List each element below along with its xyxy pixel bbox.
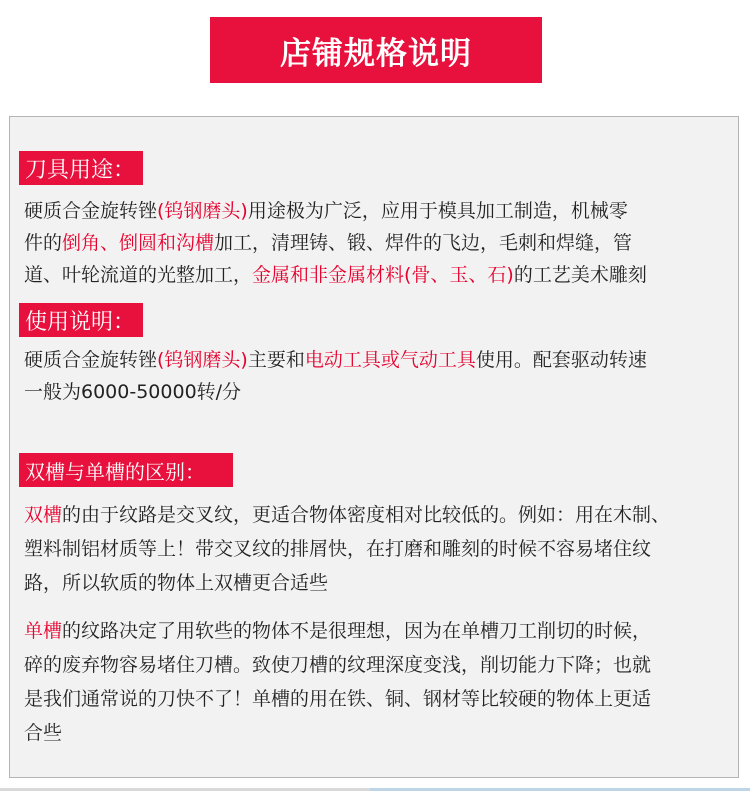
text-line (24, 682, 651, 716)
text-line (24, 195, 647, 227)
text-line (24, 376, 647, 408)
text-line (24, 498, 670, 532)
text-line (24, 344, 647, 376)
body-text: 主要和 (247, 349, 305, 371)
body-text: 的纹路决定了用软些的物体不是很理想，因为在单槽刀工削切的时候， (62, 620, 652, 642)
body-text: 硬质合金旋转锉 (24, 200, 158, 222)
section-heading-tool-usage: 刀具用途： (19, 151, 143, 185)
text-line (24, 532, 670, 566)
text-line (24, 566, 670, 600)
paragraph-double-groove (24, 498, 670, 600)
body-text: 一般为6000-50000转/分 (24, 381, 242, 403)
section-heading-instructions: 使用说明： (19, 303, 143, 337)
highlighted-text: (钨钢磨头) (157, 200, 248, 222)
body-text: 道、叶轮流道的光整加工， (24, 264, 253, 286)
highlighted-text: 电动工具或气动工具 (304, 349, 476, 371)
body-text: 碎的废弃物容易堵住刀槽。致使刀槽的纹理深度变浅，削切能力下降；也就 (24, 654, 652, 676)
body-text: 塑料制铝材质等上！带交叉纹的排屑快，在打磨和雕刻的时候不容易堵住纹 (24, 538, 652, 560)
highlighted-text: 双槽 (24, 504, 63, 526)
highlighted-text: (钨钢磨头) (157, 349, 248, 371)
page-title: 店铺规格说明 (210, 17, 542, 83)
body-text: 加工，清理铸、锻、焊件的飞边，毛刺和焊缝，管 (214, 232, 633, 254)
paragraph-single-groove (24, 614, 651, 750)
section-body-tool-usage (24, 195, 647, 291)
text-line (24, 259, 647, 291)
highlighted-text: 金属和非金属材料(骨、玉、石) (252, 264, 514, 286)
text-line (24, 648, 651, 682)
body-text: 用途极为广泛，应用于模具加工制造，机械零 (247, 200, 628, 222)
highlighted-text: 倒角、倒圆和沟槽 (62, 232, 215, 254)
highlighted-text: 单槽 (24, 620, 63, 642)
section-heading-groove-difference: 双槽与单槽的区别： (19, 453, 233, 487)
body-text: 的由于纹路是交叉纹，更适合物体密度相对比较低的。例如：用在木制、 (62, 504, 671, 526)
text-line (24, 227, 647, 259)
body-text: 是我们通常说的刀快不了！单槽的用在铁、铜、钢材等比较硬的物体上更适 (24, 688, 652, 710)
text-line (24, 614, 651, 648)
body-text: 的工艺美术雕刻 (513, 264, 647, 286)
text-line (24, 716, 651, 750)
body-text: 件的 (24, 232, 63, 254)
section-body-instructions (24, 344, 647, 408)
body-text: 路，所以软质的物体上双槽更合适些 (24, 572, 329, 594)
body-text: 使用。配套驱动转速 (475, 349, 647, 371)
body-text: 硬质合金旋转锉 (24, 349, 158, 371)
body-text: 合些 (24, 722, 63, 744)
